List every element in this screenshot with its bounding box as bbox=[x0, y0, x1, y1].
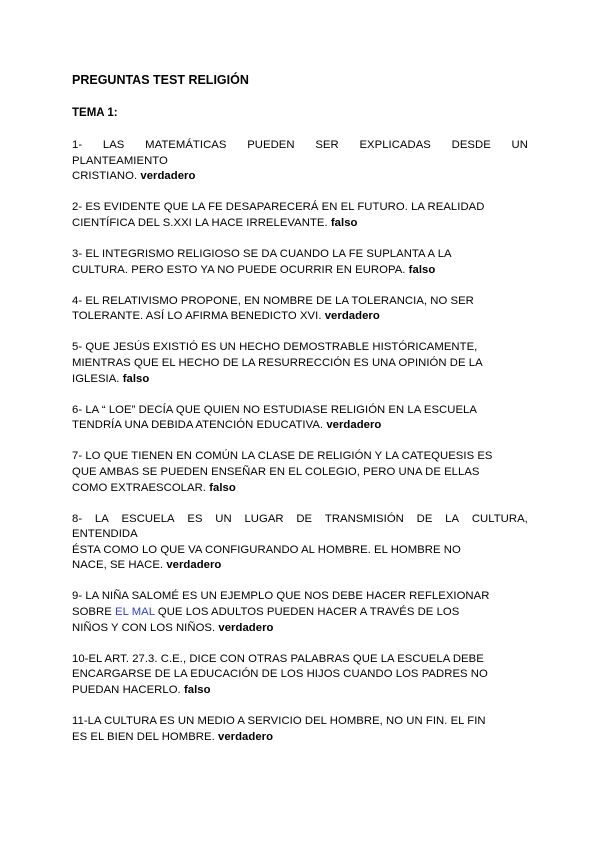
question-10 bbox=[72, 652, 528, 699]
word: LA bbox=[94, 512, 109, 525]
question-8-line-2: ENTENDIDA bbox=[72, 528, 138, 541]
question-10-line-2: ENCARGARSE DE LA EDUCACIÓN DE LOS HIJOS CUANDO LOS PADRES NO bbox=[72, 668, 488, 681]
word: DESDE bbox=[451, 139, 491, 151]
question-text: PUEDAN HACERLO. bbox=[72, 683, 181, 696]
question-6-line-1: 6- LA “ LOE” DECÍA QUE QUIEN NO ESTUDIASE RELIGIÓN EN LA ESCUELA bbox=[72, 403, 477, 416]
question-text: NACE, SE HACE. bbox=[72, 559, 164, 572]
question-text: COMO EXTRAESCOLAR. bbox=[72, 481, 206, 494]
question-10-line-1: 10-EL ART. 27.3. C.E., DICE CON OTRAS PALABRAS QUE LA ESCUELA DEBE bbox=[72, 652, 484, 665]
question-1-line-3 bbox=[72, 169, 528, 185]
question-text: CULTURA. PERO ESTO YA NO PUEDE OCURRIR EN EUROPA. bbox=[72, 263, 406, 276]
question-text: CIENTÍFICA DEL S.XXI LA HACE IRRELEVANTE. bbox=[72, 216, 328, 229]
question-text: NIÑOS Y CON LOS NIÑOS. bbox=[72, 621, 216, 634]
document-page bbox=[72, 72, 528, 761]
word: PUEDEN bbox=[247, 139, 295, 151]
answer-label: verdadero bbox=[140, 170, 196, 183]
word: LA bbox=[445, 512, 460, 525]
answer-label: verdadero bbox=[166, 559, 222, 572]
answer-label: verdadero bbox=[324, 310, 380, 323]
word: CULTURA, bbox=[471, 512, 528, 525]
answer-label: falso bbox=[408, 263, 436, 276]
question-text: ES EL BIEN DEL HOMBRE. bbox=[72, 730, 215, 743]
question-2-line-2 bbox=[72, 216, 528, 232]
question-8 bbox=[72, 512, 528, 574]
word: UN bbox=[215, 512, 232, 525]
question-9-line-3 bbox=[72, 621, 528, 637]
question-1 bbox=[72, 138, 528, 185]
question-7-line-2: QUE AMBAS SE PUEDEN ENSEÑAR EN EL COLEGIO, PERO UNA DE ELLAS bbox=[72, 465, 480, 478]
answer-label: falso bbox=[122, 372, 150, 385]
question-text: TENDRÍA UNA DEBIDA ATENCIÓN EDUCATIVA. bbox=[72, 419, 324, 432]
answer-label: falso bbox=[209, 481, 236, 494]
question-text: QUE LOS ADULTOS PUEDEN HACER A TRAVÉS DE LOS bbox=[157, 606, 460, 619]
el-mal-link[interactable]: EL MAL bbox=[115, 606, 155, 619]
question-5 bbox=[72, 340, 528, 387]
question-text: SOBRE bbox=[72, 606, 112, 619]
topic-heading: TEMA 1: bbox=[72, 107, 118, 119]
question-6-line-2 bbox=[72, 418, 528, 434]
answer-label: verdadero bbox=[218, 621, 274, 634]
question-8-line-1 bbox=[72, 512, 528, 528]
word: DE bbox=[416, 512, 433, 525]
answer-label: verdadero bbox=[217, 730, 274, 743]
question-1-line-2: PLANTEAMIENTO bbox=[72, 154, 168, 167]
word: MATEMÁTICAS bbox=[145, 139, 227, 151]
question-5-line-3 bbox=[72, 372, 528, 388]
question-6 bbox=[72, 403, 528, 434]
question-1-line-1 bbox=[72, 138, 528, 154]
question-4-line-2 bbox=[72, 309, 528, 325]
word: 1- bbox=[72, 139, 83, 151]
question-11-line-1: 11-LA CULTURA ES UN MEDIO A SERVICIO DEL HOMBRE, NO UN FIN. EL FIN bbox=[72, 715, 486, 728]
document-title: PREGUNTAS TEST RELIGIÓN bbox=[72, 73, 249, 87]
answer-label: falso bbox=[330, 216, 358, 229]
question-3-line-2 bbox=[72, 263, 528, 279]
word: LUGAR bbox=[244, 512, 284, 525]
question-7-line-1: 7- LO QUE TIENEN EN COMÚN LA CLASE DE RELIGIÓN Y LA CATEQUESIS ES bbox=[72, 450, 493, 463]
question-9 bbox=[72, 589, 528, 636]
question-5-line-1: 5- QUE JESÚS EXISTIÓ ES UN HECHO DEMOSTRABLE HISTÓRICAMENTE, bbox=[72, 341, 478, 354]
word: 8- bbox=[72, 512, 83, 525]
word: SER bbox=[315, 139, 339, 151]
question-2-line-1: 2- ES EVIDENTE QUE LA FE DESAPARECERÁ EN EL FUTURO. LA REALIDAD bbox=[72, 201, 485, 214]
question-8-line-4 bbox=[72, 558, 528, 574]
question-4 bbox=[72, 294, 528, 325]
question-3-line-1: 3- EL INTEGRISMO RELIGIOSO SE DA CUANDO LA FE SUPLANTA A LA bbox=[72, 247, 452, 260]
question-3 bbox=[72, 247, 528, 278]
question-text: IGLESIA. bbox=[72, 372, 120, 385]
question-text: TOLERANTE. ASÍ LO AFIRMA BENEDICTO XVI. bbox=[72, 310, 322, 323]
question-9-line-2 bbox=[72, 605, 528, 621]
answer-label: verdadero bbox=[326, 419, 382, 432]
word: UN bbox=[511, 139, 528, 151]
word: EXPLICADAS bbox=[359, 139, 431, 151]
question-9-line-1: 9- LA NIÑA SALOMÉ ES UN EJEMPLO QUE NOS DEBE HACER REFLEXIONAR bbox=[72, 590, 490, 603]
question-5-line-2: MIENTRAS QUE EL HECHO DE LA RESURRECCIÓN ES UNA OPINIÓN DE LA bbox=[72, 356, 483, 369]
word: DE bbox=[296, 512, 313, 525]
question-8-line-3: ÉSTA COMO LO QUE VA CONFIGURANDO AL HOMBRE. EL HOMBRE NO bbox=[72, 543, 461, 556]
question-11 bbox=[72, 714, 528, 745]
question-4-line-1: 4- EL RELATIVISMO PROPONE, EN NOMBRE DE LA TOLERANCIA, NO SER bbox=[72, 294, 474, 307]
question-text: CRISTIANO. bbox=[72, 170, 138, 183]
word: ES bbox=[187, 512, 203, 525]
question-7-line-3 bbox=[72, 481, 528, 497]
word: LAS bbox=[102, 139, 125, 151]
answer-label: falso bbox=[183, 683, 211, 696]
question-2 bbox=[72, 200, 528, 231]
question-11-line-2 bbox=[72, 730, 528, 746]
word: ESCUELA bbox=[121, 512, 175, 525]
question-10-line-3 bbox=[72, 683, 528, 699]
question-7 bbox=[72, 449, 528, 496]
word: TRANSMISIÓN bbox=[324, 512, 404, 525]
